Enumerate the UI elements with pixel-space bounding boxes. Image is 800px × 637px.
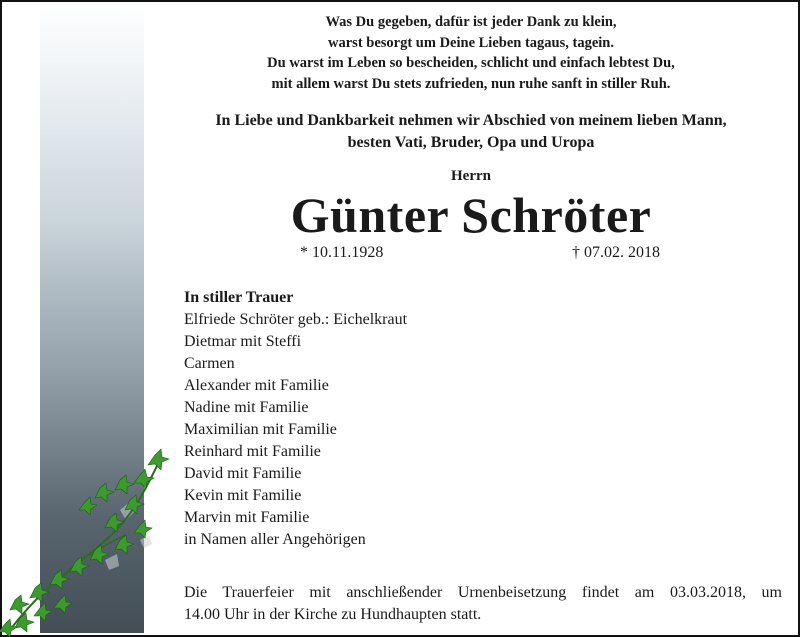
deceased-name: Günter Schröter xyxy=(290,187,652,243)
intro-line: besten Vati, Bruder, Opa und Uropa xyxy=(347,134,595,151)
intro-text xyxy=(160,110,782,154)
list-item: Alexander mit Familie xyxy=(184,377,329,394)
poem-line: warst besorgt um Deine Lieben tagaus, tagein. xyxy=(328,34,614,51)
mourners-heading: In stiller Trauer xyxy=(184,289,294,306)
list-item: David mit Familie xyxy=(184,465,302,482)
funeral-line: Die Trauerfeier mit anschließender Urnenbeisetzung findet am 03.03.2018, um xyxy=(184,584,782,601)
intro-line: In Liebe und Dankbarkeit nehmen wir Abschied von meinem lieben Mann, xyxy=(215,112,727,129)
list-item: Carmen xyxy=(184,355,235,372)
list-item: Marvin mit Familie xyxy=(184,509,310,526)
salutation: Herrn xyxy=(451,168,491,184)
birth-date: * 10.11.1928 xyxy=(300,244,384,261)
poem xyxy=(160,12,782,94)
mourners-list xyxy=(184,309,782,551)
list-item: Dietmar mit Steffi xyxy=(184,333,302,350)
poem-line: Was Du gegeben, dafür ist jeder Dank zu klein, xyxy=(325,14,617,30)
list-item: Kevin mit Familie xyxy=(184,487,302,504)
life-dates xyxy=(300,244,660,262)
funeral-line: 14.00 Uhr in der Kirche zu Hundhaupten statt. xyxy=(184,606,482,623)
poem-line: Du warst im Leben so bescheiden, schlicht und einfach lebtest Du, xyxy=(267,55,675,71)
list-item: in Namen aller Angehörigen xyxy=(184,531,366,548)
mourners-block xyxy=(184,287,782,551)
list-item: Nadine mit Familie xyxy=(184,399,309,416)
ivy-icon xyxy=(0,440,170,637)
funeral-notice xyxy=(184,582,782,626)
list-item: Elfriede Schröter geb.: Eichelkraut xyxy=(184,311,408,328)
death-date: † 07.02. 2018 xyxy=(572,244,660,261)
list-item: Maximilian mit Familie xyxy=(184,421,337,438)
poem-line: mit allem warst Du stets zufrieden, nun ruhe sanft in stiller Ruh. xyxy=(271,75,671,92)
list-item: Reinhard mit Familie xyxy=(184,443,321,460)
